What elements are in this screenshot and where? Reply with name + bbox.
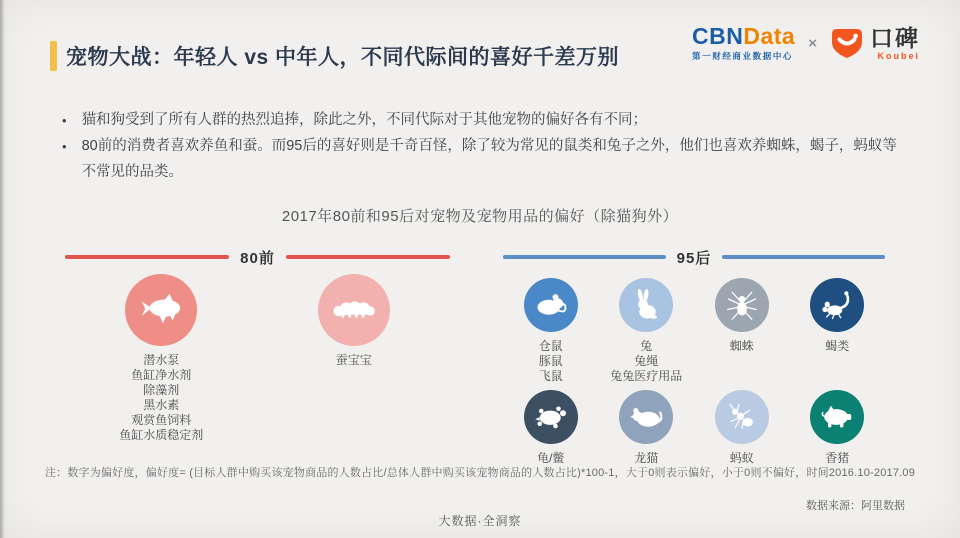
- silkworm-icon: [331, 287, 377, 333]
- cbndata-logo: [692, 24, 795, 62]
- chart-title: 2017年80前和95后对宠物及宠物用品的偏好（除猫狗外）: [281, 208, 679, 225]
- group-80qian: [65, 246, 450, 443]
- pet-labels: 龙猫: [634, 451, 659, 465]
- footer-slogan: 大数据·全洞察: [438, 514, 522, 528]
- group-80qian-label: 80前: [240, 249, 275, 267]
- pet-labels: 蚕宝宝: [335, 353, 372, 367]
- rabbit-icon: [628, 287, 664, 323]
- group-95hou-divider: [503, 246, 885, 268]
- bullet-text: 80前的消费者喜欢养鱼和蚕。而95后的喜好则是千奇百怪，除了较为常见的鼠类和兔子之外，他们也喜欢养蜘蛛，蝎子，蚂蚁等不常见的品类。: [81, 137, 897, 180]
- fish-icon: [138, 287, 184, 333]
- summary-bullets: [62, 108, 905, 185]
- divider-line: [65, 255, 229, 259]
- pet-labels: 蜘蛛: [729, 339, 754, 353]
- pet-circle: [524, 390, 578, 444]
- pet-circle: [318, 274, 390, 346]
- pet-labels: 蝎类: [825, 339, 850, 353]
- koubei-logo-en: Koubei: [877, 50, 920, 61]
- turtle-icon: [533, 399, 569, 435]
- pet-item-turtle: [503, 384, 599, 466]
- title-accent-bar: [50, 41, 57, 71]
- page-header: [50, 41, 619, 71]
- ant-icon: [724, 399, 760, 435]
- pet-circle: [810, 390, 864, 444]
- divider-line: [722, 255, 885, 259]
- koubei-logo: [830, 26, 920, 61]
- pet-circle: [125, 274, 197, 346]
- pet-item-spider: [694, 272, 790, 384]
- pet-labels: 香猪: [825, 451, 850, 465]
- data-source: 数据来源：阿里数据: [806, 500, 905, 512]
- pet-circle: [619, 278, 673, 332]
- spider-icon: [724, 287, 760, 323]
- hamster-icon: [533, 287, 569, 323]
- pet-item-ant: [694, 384, 790, 466]
- brand-logos: [692, 24, 920, 62]
- page-title: 宠物大战：年轻人 vs 中年人，不同代际间的喜好千差万别: [66, 46, 620, 69]
- pet-labels: 潜水泵 鱼缸净水剂 除藻剂 黑水素 观赏鱼饲料 鱼缸水质稳定剂: [119, 353, 204, 442]
- pig-icon: [819, 399, 855, 435]
- pet-labels: 兔 兔绳 兔兔医疗用品: [610, 339, 683, 383]
- pet-item-rabbit: [599, 272, 695, 384]
- bullet-item: [62, 134, 905, 186]
- brand-cross-separator: ×: [808, 34, 817, 52]
- pet-circle: [715, 390, 769, 444]
- pet-circle: [524, 278, 578, 332]
- pet-labels: 仓鼠 豚鼠 飞鼠: [538, 339, 563, 383]
- pet-item-chinchilla: [599, 384, 695, 466]
- pet-circle: [810, 278, 864, 332]
- cbn-logo-text-orange: Data: [743, 23, 796, 49]
- footnote: 注：数字为偏好度，偏好度= (目标人群中购买该宠物商品的人数占比/总体人群中购买该宠物商品的人数占比)*100-1，大于0则表示偏好，小于0则不偏好，时间2016.10-2017.09: [44, 467, 916, 479]
- bullet-dot: •: [62, 113, 67, 128]
- pet-labels: 龟/鳖: [537, 451, 565, 465]
- pet-item-hamster: [503, 272, 599, 384]
- bullet-text: 猫和狗受到了所有人群的热烈追捧，除此之外，不同代际对于其他宠物的偏好各有不同；: [81, 112, 648, 128]
- scorpion-icon: [819, 287, 855, 323]
- pet-circle: [619, 390, 673, 444]
- pet-item-pig: [790, 384, 886, 466]
- bullet-dot: •: [62, 138, 67, 154]
- pet-labels: 蚂蚁: [729, 451, 754, 465]
- group-95hou-label: 95后: [676, 249, 712, 267]
- koubei-logo-cn: 口碑: [870, 24, 920, 51]
- pet-circle: [715, 278, 769, 332]
- koubei-smile-icon: [830, 28, 864, 59]
- group-80qian-divider: [65, 246, 450, 268]
- group-95hou: [503, 246, 885, 466]
- pet-item-silkworm: [258, 272, 451, 443]
- divider-line: [503, 255, 666, 259]
- chinchilla-icon: [628, 399, 664, 435]
- pet-item-fish-supplies: [65, 272, 258, 443]
- photo-edge-shadow: [0, 0, 5, 538]
- bullet-item: [62, 108, 905, 134]
- cbn-logo-subtitle: 第一财经商业数据中心: [692, 51, 794, 61]
- pet-item-scorpion: [790, 272, 886, 384]
- cbn-logo-text-blue: CBN: [692, 23, 744, 49]
- divider-line: [286, 255, 450, 259]
